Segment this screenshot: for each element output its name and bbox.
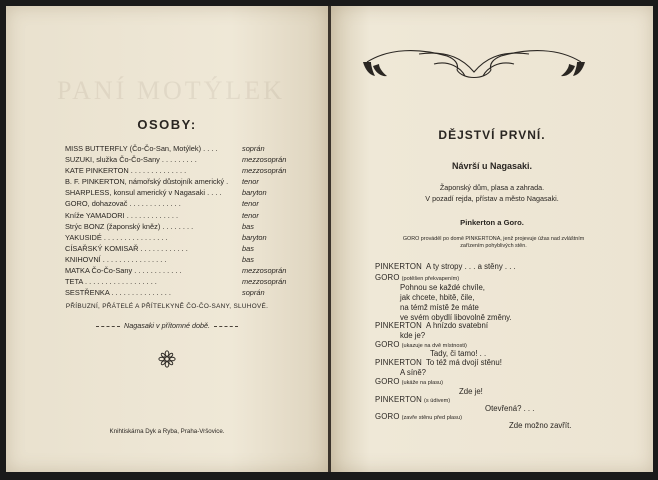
dialogue-line bbox=[400, 303, 479, 312]
dialogue-line bbox=[375, 262, 516, 271]
stage-direction-line: zařízením pohyblivých stěn. bbox=[460, 243, 527, 250]
cast-voice-type: mezzosoprán bbox=[242, 166, 287, 176]
speaker-name: GORO bbox=[375, 412, 400, 421]
cast-list bbox=[65, 143, 297, 298]
cast-voice-type: bas bbox=[242, 243, 254, 253]
speaker-name: GORO bbox=[375, 377, 400, 386]
dialogue-line bbox=[430, 349, 486, 358]
left-page bbox=[6, 6, 328, 472]
set-description bbox=[331, 183, 653, 204]
cast-role: SUZUKI, služka Čo-Čo-Sany . . . . . . . . . bbox=[65, 155, 197, 165]
cast-row bbox=[65, 265, 297, 276]
cast-voice-type: baryton bbox=[242, 188, 267, 198]
stage-direction bbox=[371, 236, 616, 250]
cast-note: PŘÍBUZNÍ, PŘÁTELÉ A PŘÍTELKYNĚ ČO-ČO-SANY, SLUHOVÉ. bbox=[65, 303, 269, 310]
cast-role: SHARPLESS, konsul americký v Nagasaki . . . . bbox=[65, 188, 222, 198]
stage-note: (ukáže na plasu) bbox=[401, 380, 443, 386]
cast-role: MISS BUTTERFLY (Čo-Čo-San, Motýlek) . . . . bbox=[65, 144, 218, 153]
cast-role: GORO, dohazovač . . . . . . . . . . . . . bbox=[65, 199, 181, 209]
scene-characters: Pinkerton a Goro. bbox=[460, 218, 524, 227]
dialogue-text: A ty stropy . . . a stěny . . . bbox=[426, 262, 516, 271]
cast-role: YAKUSIDÉ . . . . . . . . . . . . . . . . bbox=[65, 232, 168, 242]
setting-note-text: Nagasaki v přítomné době. bbox=[124, 321, 210, 330]
cast-voice-type: tenor bbox=[242, 177, 259, 187]
cast-voice-type: mezzosoprán bbox=[242, 266, 287, 276]
cast-voice-type: bas bbox=[242, 254, 254, 264]
cast-role: B. F. PINKERTON, námořský důstojník americký . bbox=[65, 177, 229, 187]
dialogue-line bbox=[375, 395, 450, 404]
dialogue-text: A hnízdo svatební bbox=[426, 321, 489, 330]
dialogue-line bbox=[459, 387, 483, 396]
dialogue-text: A síně? bbox=[400, 368, 427, 377]
dialogue-line bbox=[400, 331, 425, 340]
cast-row bbox=[65, 143, 297, 154]
flower-ornament-icon bbox=[158, 350, 176, 368]
cast-voice-type: tenor bbox=[242, 199, 259, 209]
scene-title: Návrší u Nagasaki. bbox=[451, 161, 533, 171]
cast-row bbox=[65, 287, 297, 298]
dialogue-line bbox=[400, 283, 485, 292]
cast-voice-type: soprán bbox=[242, 144, 265, 153]
dashed-rule bbox=[96, 326, 120, 327]
dialogue-line bbox=[375, 273, 459, 282]
dialogue-text: ve svém obydlí libovolně změny. bbox=[400, 313, 512, 322]
dialogue-line bbox=[400, 368, 426, 377]
dialogue-text: na témž místě že máte bbox=[400, 303, 479, 312]
dialogue-text: Otevřená? . . . bbox=[485, 404, 535, 413]
dialogue-line bbox=[509, 421, 571, 430]
cast-voice-type: soprán bbox=[242, 288, 265, 298]
dialogue-line bbox=[375, 377, 443, 386]
stage-note: (ukazuje na dvě místnosti) bbox=[401, 343, 467, 349]
cast-voice-type: tenor bbox=[242, 210, 259, 220]
dialogue-text: Zde možno zavřít. bbox=[509, 421, 572, 430]
cast-voice-type: mezzosoprán bbox=[242, 277, 287, 287]
dashed-rule bbox=[214, 326, 238, 327]
cast-heading: OSOBY: bbox=[137, 117, 197, 132]
cast-role: CÍSAŘSKÝ KOMISAŘ . . . . . . . . . . . . bbox=[65, 243, 188, 253]
set-description-line: Žaponský dům, plasa a zahrada. bbox=[439, 183, 545, 192]
dialogue-line bbox=[375, 340, 467, 349]
cast-row bbox=[65, 276, 297, 287]
set-description-line: V pozadí rejda, přístav a město Nagasaki. bbox=[425, 193, 559, 203]
dialogue-line bbox=[485, 404, 534, 413]
cast-role: SESTŘENKA . . . . . . . . . . . . . . . bbox=[65, 288, 171, 298]
cast-role: KATE PINKERTON . . . . . . . . . . . . . . bbox=[65, 166, 187, 176]
printer-imprint: Knihtiskárna Dyk a Ryba, Praha-Vršovice. bbox=[109, 428, 225, 435]
cast-row bbox=[65, 187, 297, 198]
cast-role: TETA . . . . . . . . . . . . . . . . . . bbox=[65, 277, 157, 287]
dialogue-line bbox=[375, 321, 488, 330]
cast-row bbox=[65, 243, 297, 254]
speaker-name: PINKERTON bbox=[375, 395, 423, 404]
dialogue-line bbox=[375, 358, 502, 367]
show-through-title: PANÍ MOTÝLEK bbox=[57, 76, 285, 105]
speaker-name: PINKERTON bbox=[375, 262, 423, 271]
cast-role: Kníže YAMADORI . . . . . . . . . . . . . bbox=[65, 210, 179, 220]
speaker-name: PINKERTON bbox=[375, 321, 423, 330]
cast-role: MATKA Čo-Čo-Sany . . . . . . . . . . . . bbox=[65, 266, 182, 276]
stage-note: (potěšen překvapením) bbox=[401, 276, 460, 282]
stage-note: (s údivem) bbox=[424, 398, 451, 404]
cast-row bbox=[65, 198, 297, 209]
speaker-name: GORO bbox=[375, 273, 400, 282]
dialogue-text: jak chcete, hbitě, čile, bbox=[400, 293, 475, 302]
dialogue-text: Tady, či tamo! . . bbox=[430, 349, 487, 358]
dialogue-text: To též má dvojí stěnu! bbox=[426, 358, 502, 367]
right-page bbox=[331, 6, 653, 472]
dialogue-text: kde je? bbox=[400, 331, 426, 340]
cast-row bbox=[65, 165, 297, 176]
cast-voice-type: bas bbox=[242, 221, 254, 231]
dialogue-line bbox=[400, 293, 475, 302]
cast-voice-type: mezzosoprán bbox=[242, 155, 287, 165]
speaker-name: GORO bbox=[375, 340, 400, 349]
cast-voice-type: baryton bbox=[242, 232, 267, 242]
dialogue-line bbox=[375, 412, 462, 421]
cast-row bbox=[65, 221, 297, 232]
cast-row bbox=[65, 154, 297, 165]
art-nouveau-header-ornament-icon bbox=[359, 42, 589, 84]
setting-note bbox=[6, 321, 328, 330]
dialogue-text: Zde je! bbox=[459, 387, 483, 396]
cast-row bbox=[65, 176, 297, 187]
cast-row bbox=[65, 232, 297, 243]
stage-note: (zavře stěnu před plasu) bbox=[401, 415, 462, 421]
cast-role: KNIHOVNÍ . . . . . . . . . . . . . . . . bbox=[65, 254, 167, 264]
cast-row bbox=[65, 210, 297, 221]
dialogue-text: Pohnou se každé chvíle, bbox=[400, 283, 485, 292]
cast-row bbox=[65, 254, 297, 265]
speaker-name: PINKERTON bbox=[375, 358, 423, 367]
stage-direction-line: GORO prováděl po domě PINKERTONA, jenž projevuje úžas nad zvláštním bbox=[402, 236, 585, 242]
act-title: DĚJSTVÍ PRVNÍ. bbox=[438, 128, 546, 142]
cast-role: Strýc BONZ (žaponský kněz) . . . . . . . . bbox=[65, 221, 194, 231]
